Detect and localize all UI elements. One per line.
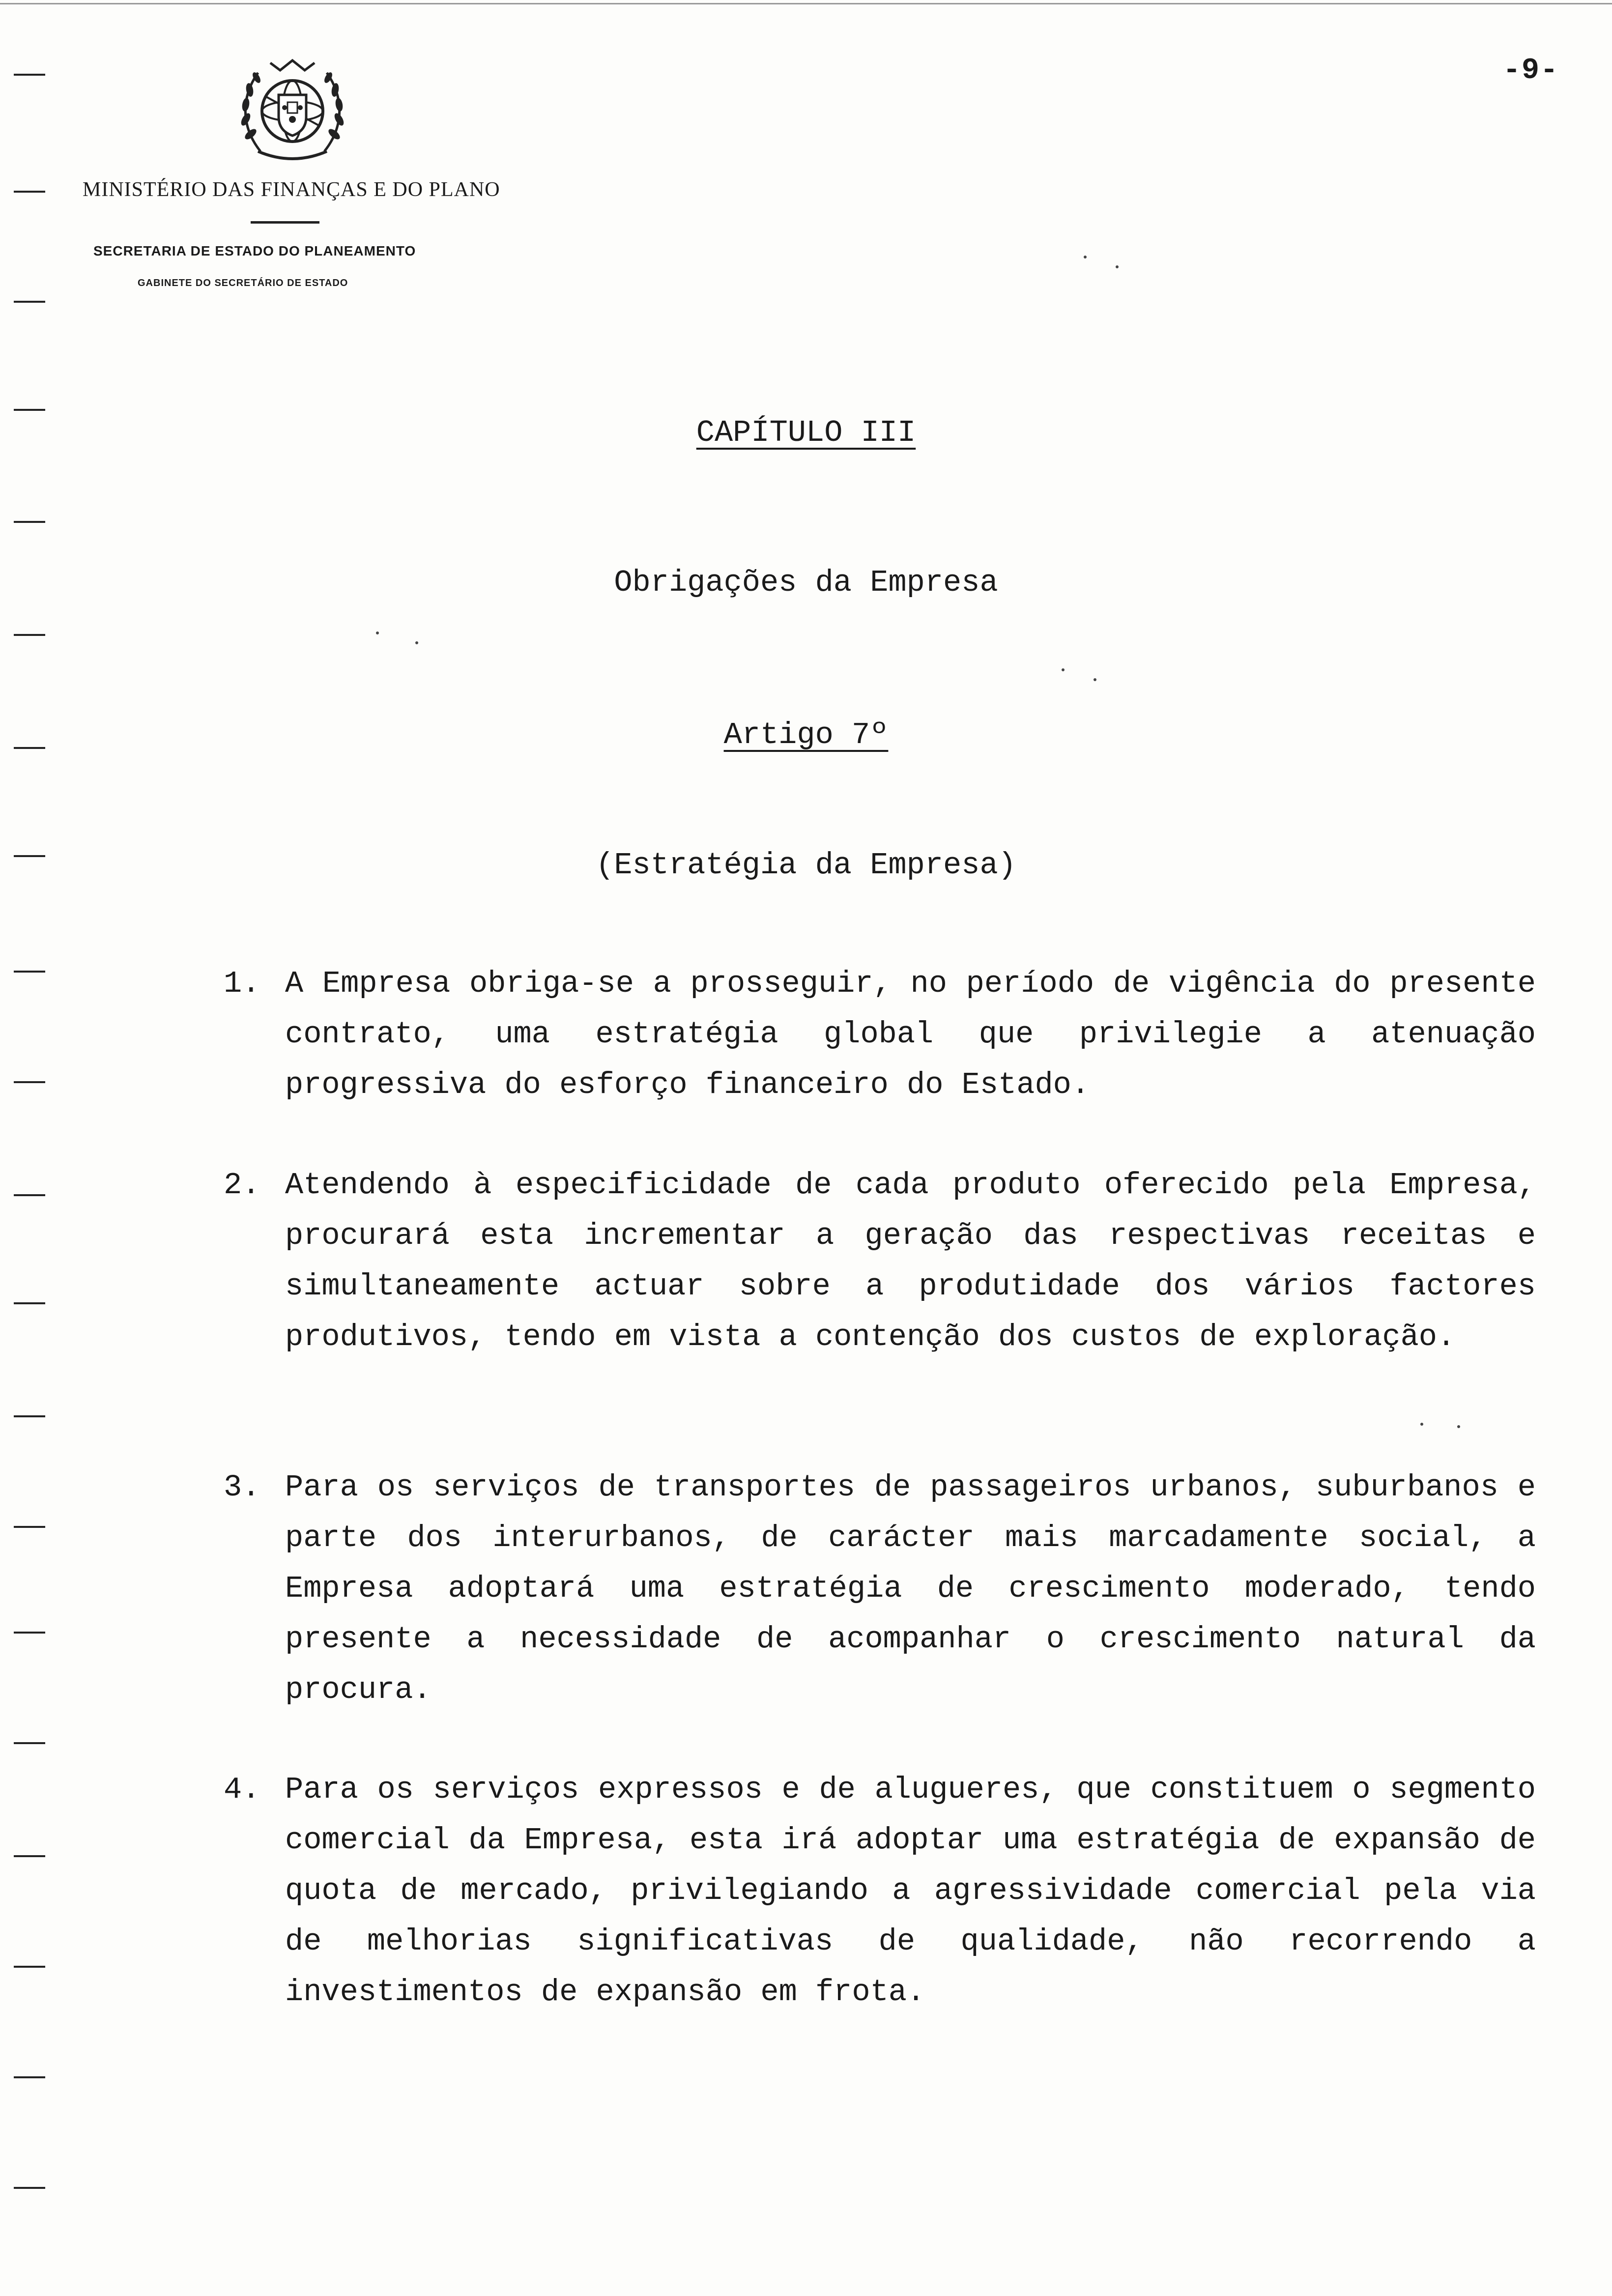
margin-mark: [14, 2076, 45, 2078]
numbered-paragraph: [224, 958, 1536, 1110]
paragraph-number: 1.: [224, 966, 260, 1001]
scan-speck: [1094, 678, 1096, 681]
office-name: GABINETE DO SECRETÁRIO DE ESTADO: [138, 278, 348, 288]
margin-mark: [14, 191, 45, 193]
secretariat-name: SECRETARIA DE ESTADO DO PLANEAMENTO: [93, 243, 416, 258]
chapter-heading-text: CAPÍTULO III: [696, 415, 916, 450]
numbered-paragraph: [224, 1160, 1536, 1362]
scan-speck: [1457, 1425, 1460, 1428]
article-heading: [0, 718, 1612, 752]
scan-speck: [415, 641, 418, 644]
margin-mark: [14, 634, 45, 636]
scan-speck: [1420, 1423, 1423, 1426]
paragraph-text: Atendendo à especificidade de cada produto oferecido pela Empresa, procurará esta incrementar a geração das respectivas receitas e simultaneamente actuar sobre a produtidade dos vários factores produtivos, tendo em vista a contenção dos custos de exploração.: [285, 1168, 1536, 1354]
scan-speck: [1062, 668, 1065, 671]
scan-speck: [1116, 265, 1119, 268]
page-top-edge: [0, 3, 1612, 4]
margin-mark: [14, 1526, 45, 1528]
margin-mark: [14, 1415, 45, 1417]
portuguese-coat-of-arms-icon: [231, 53, 354, 166]
margin-mark: [14, 1302, 45, 1304]
margin-mark: [14, 1194, 45, 1196]
page-number: -9-: [1502, 54, 1559, 87]
paragraph-number: 4.: [224, 1772, 260, 1807]
numbered-paragraph: [224, 1764, 1536, 2017]
numbered-paragraph: [224, 1462, 1536, 1715]
article-heading-text: Artigo 7º: [723, 718, 889, 752]
margin-mark: [14, 1632, 45, 1634]
chapter-heading: [0, 415, 1612, 450]
margin-mark: [14, 521, 45, 523]
paragraph-number: 2.: [224, 1168, 260, 1203]
letterhead-divider: [251, 221, 319, 224]
margin-mark: [14, 74, 45, 76]
margin-mark: [14, 301, 45, 303]
scan-speck: [376, 631, 379, 634]
margin-mark: [14, 1855, 45, 1857]
article-title: (Estratégia da Empresa): [596, 848, 1016, 883]
margin-mark: [14, 1081, 45, 1083]
paragraph-text: Para os serviços expressos e de alugueres, que constituem o segmento comercial da Empresa, esta irá adoptar uma estratégia de expansão de quota de mercado, privilegiando a agressividade comercial pela via de melhorias significativas de qualidade, não recorrendo a investimentos de expansão em frota.: [285, 1772, 1536, 2009]
ministry-name: MINISTÉRIO DAS FINANÇAS E DO PLANO: [83, 178, 500, 201]
margin-mark: [14, 971, 45, 973]
margin-mark: [14, 1742, 45, 1744]
paragraph-number: 3.: [224, 1470, 260, 1505]
paragraph-text: A Empresa obriga-se a prosseguir, no período de vigência do presente contrato, uma estratégia global que privilegie a atenuação progressiva do esforço financeiro do Estado.: [285, 966, 1536, 1102]
scan-speck: [1084, 256, 1087, 258]
paragraph-text: Para os serviços de transportes de passageiros urbanos, suburbanos e parte dos interurbanos, de carácter mais marcadamente social, a Empresa adoptará uma estratégia de crescimento moderado, tendo presente a necessidade de acompanhar o crescimento natural da procura.: [285, 1470, 1536, 1707]
margin-mark: [14, 2187, 45, 2189]
chapter-subtitle: Obrigações da Empresa: [614, 565, 998, 600]
margin-mark: [14, 1966, 45, 1968]
margin-mark: [14, 409, 45, 411]
